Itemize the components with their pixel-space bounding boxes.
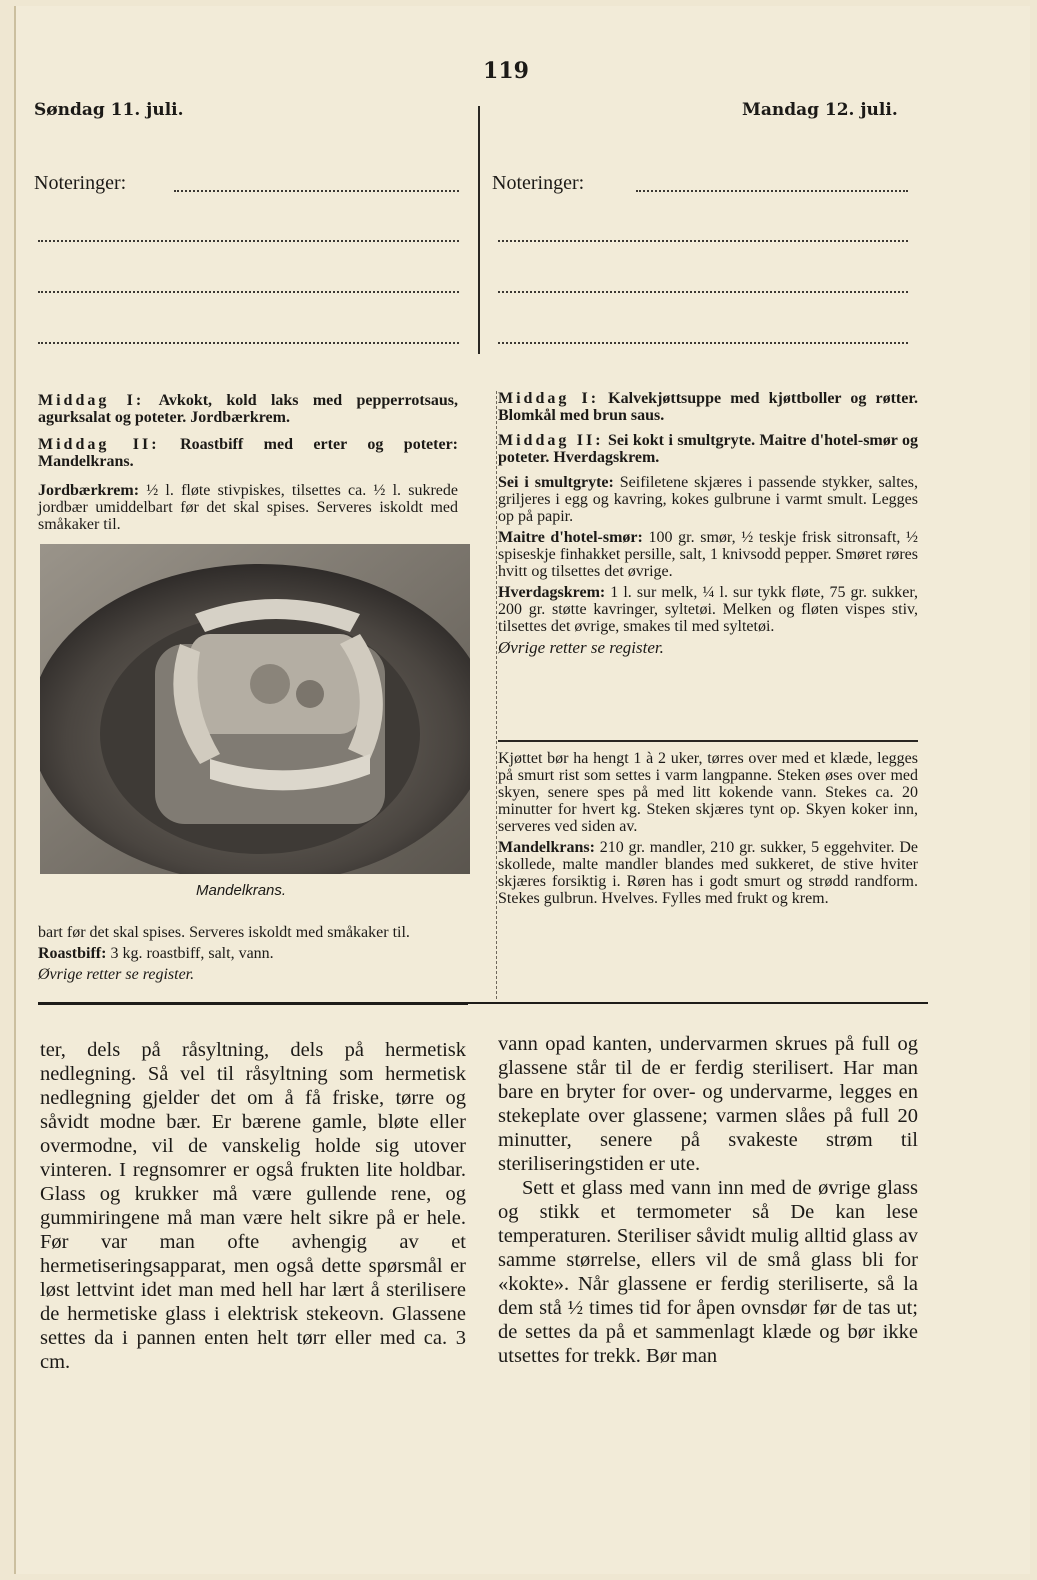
body-left-text: ter, dels på råsyltning, dels på hermetisk nedlegning. Så vel til råsyltning som hermetisk nedlegning gjelder det om å få friske, tørre og såvidt modne bær. Er bærene gamle, bløte eller overmodne, vil de vanskelig holde sig utover vinteren. I regnsomrer er også frukten lite holdbar. Glass og krukker må være gullende rene, og gummiringene må man være helt sikre på er hele. Før var man ofte avhengig av et hermetiseringsapparat, men også dette spørsmål er løst lettvint idet man med hell har lært å sterilisere de hermetiske glass i elektrisk stekeovn. Glassene settes da i pannen enten helt tørr eller med ca. 3 cm.	[40, 1039, 466, 1373]
left-notes-label: Noteringer:	[34, 172, 127, 194]
right-other-dishes: Øvrige retter se register.	[498, 638, 664, 657]
dinner1-label: Middag I:	[38, 392, 145, 409]
recipe-continuation: bart før det skal spises. Serveres iskoldt med småkaker til.	[38, 924, 410, 941]
roastbiff-label: Roastbiff:	[38, 945, 107, 962]
notes-line	[38, 342, 459, 344]
body-left-column	[40, 1038, 466, 1374]
body-right-text-1: vann opad kanten, undervarmen skrues på full og glassene står til de er ferdig sterilisert. Har man bare en bryter for over- og undervarme, legges en stekeplate over glassene; varmen slåes på full 20 minutter, senere på svakeste strøm til steriliseringstiden er ute.	[498, 1033, 918, 1175]
book-page	[14, 6, 1030, 1574]
dinner1-text: Avkokt, kold laks med pepperrotsaus, agurksalat og poteter. Jordbærkrem.	[38, 392, 458, 426]
separator-right	[368, 1002, 928, 1004]
left-menu	[38, 392, 458, 537]
notes-line	[636, 190, 908, 192]
meat-text: Kjøttet bør ha hengt 1 à 2 uker, tørres over med et klæde, legges på smurt rist som settes i varm langpanne. Steken øses over med skyen, senere spes på med litt kokende vann. Stekes ca. 20 minutter for hvert kg. Steken skjæres tynt op. Skyen koker inn, serveres ved siden av.	[498, 750, 918, 835]
page-number: 119	[483, 58, 529, 84]
maitre-text: 100 gr. smør, ½ teskje frisk sitronsaft, ½ spiseskje finhakket persille, salt, 1 knivsodd pepper. Smøret røres hvitt og tilsettes det øvrige.	[498, 529, 919, 580]
dinner1-label: Middag I:	[498, 390, 600, 407]
notes-line	[174, 190, 459, 192]
mandelkrans-photo	[40, 544, 470, 874]
sei-text: Seifiletene skjæres i passende stykker, saltes, grilјeres i egg og kavring, kokes gulbrune i varmt smult. Legges op på papir.	[498, 474, 919, 525]
right-date: Mandag 12. juli.	[742, 100, 898, 120]
left-recipe-continued	[38, 924, 468, 987]
left-date: Søndag 11. juli.	[34, 100, 184, 120]
column-divider	[478, 106, 480, 354]
dinner2-text: Sei kokt i smultgryte. Maitre d'hotel-smør og poteter. Hverdagskrem.	[498, 432, 918, 466]
recipe-label: Jordbærkrem:	[38, 482, 140, 499]
body-right-text-2: Sett et glass med vann inn med de øvrige glass og stikk et termometer så De kan lese temperaturen. Steriliser såvidt mulig alltid glass av samme størrelse, ellers vil de små glass bli for «kokte». Når glassene er ferdig steriliserte, så la dem stå ½ times tid for åpen ovnsdør før de tas ut; de settes da på et sammenlagt klæde og bør ikke utsettes for trekk. Bør man	[498, 1177, 918, 1367]
notes-line	[498, 342, 908, 344]
notes-line	[38, 240, 459, 242]
section-rule	[498, 740, 918, 742]
notes-line	[38, 291, 459, 293]
dinner2-label: Middag II:	[498, 432, 604, 449]
photo-caption: Mandelkrans.	[196, 882, 287, 899]
recipe-text: ½ l. fløte stivpiskes, tilsettes ca. ½ l. sukrede jordbær umiddelbart før det skal spises. Serveres iskoldt med småkaker til.	[38, 482, 459, 533]
body-right-column	[498, 1032, 918, 1368]
dinner2-label: Middag II:	[38, 436, 160, 453]
hverdag-label: Hverdagskrem:	[498, 584, 606, 601]
right-notes-label: Noteringer:	[492, 172, 585, 194]
dinner1-text: Kalvekjøttsuppe med kjøttboller og røtter. Blomkål med brun saus.	[498, 390, 918, 424]
hverdag-text: 1 l. sur melk, ¼ l. sur tykk fløte, 75 gr. sukker, 200 gr. støtte kavringer, syltetøi. Melken og fløten vispes stiv, tilsettes det øvrige, smakes til med syltetøi.	[498, 584, 919, 635]
left-other-dishes: Øvrige retter se register.	[38, 966, 195, 983]
sei-label: Sei i smultgryte:	[498, 474, 614, 491]
mandel-text: 210 gr. mandler, 210 gr. sukker, 5 eggehviter. De skollede, malte mandler blandes med sukkeret, de stive hviter skjæres forsiktig i. Røren has i godt smurt og strødd randform. Stekes gulbrun. Hvelves. Fylles med frukt og krem.	[498, 839, 919, 907]
notes-line	[498, 291, 908, 293]
notes-line	[498, 240, 908, 242]
right-roast-recipe	[498, 750, 918, 911]
mandel-label: Mandelkrans:	[498, 839, 595, 856]
roastbiff-text: 3 kg. roastbiff, salt, vann.	[110, 945, 274, 962]
dinner2-text: Roastbiff med erter og poteter: Mandelkrans.	[38, 436, 458, 470]
right-menu	[498, 390, 918, 660]
maitre-label: Maitre d'hotel-smør:	[498, 529, 643, 546]
